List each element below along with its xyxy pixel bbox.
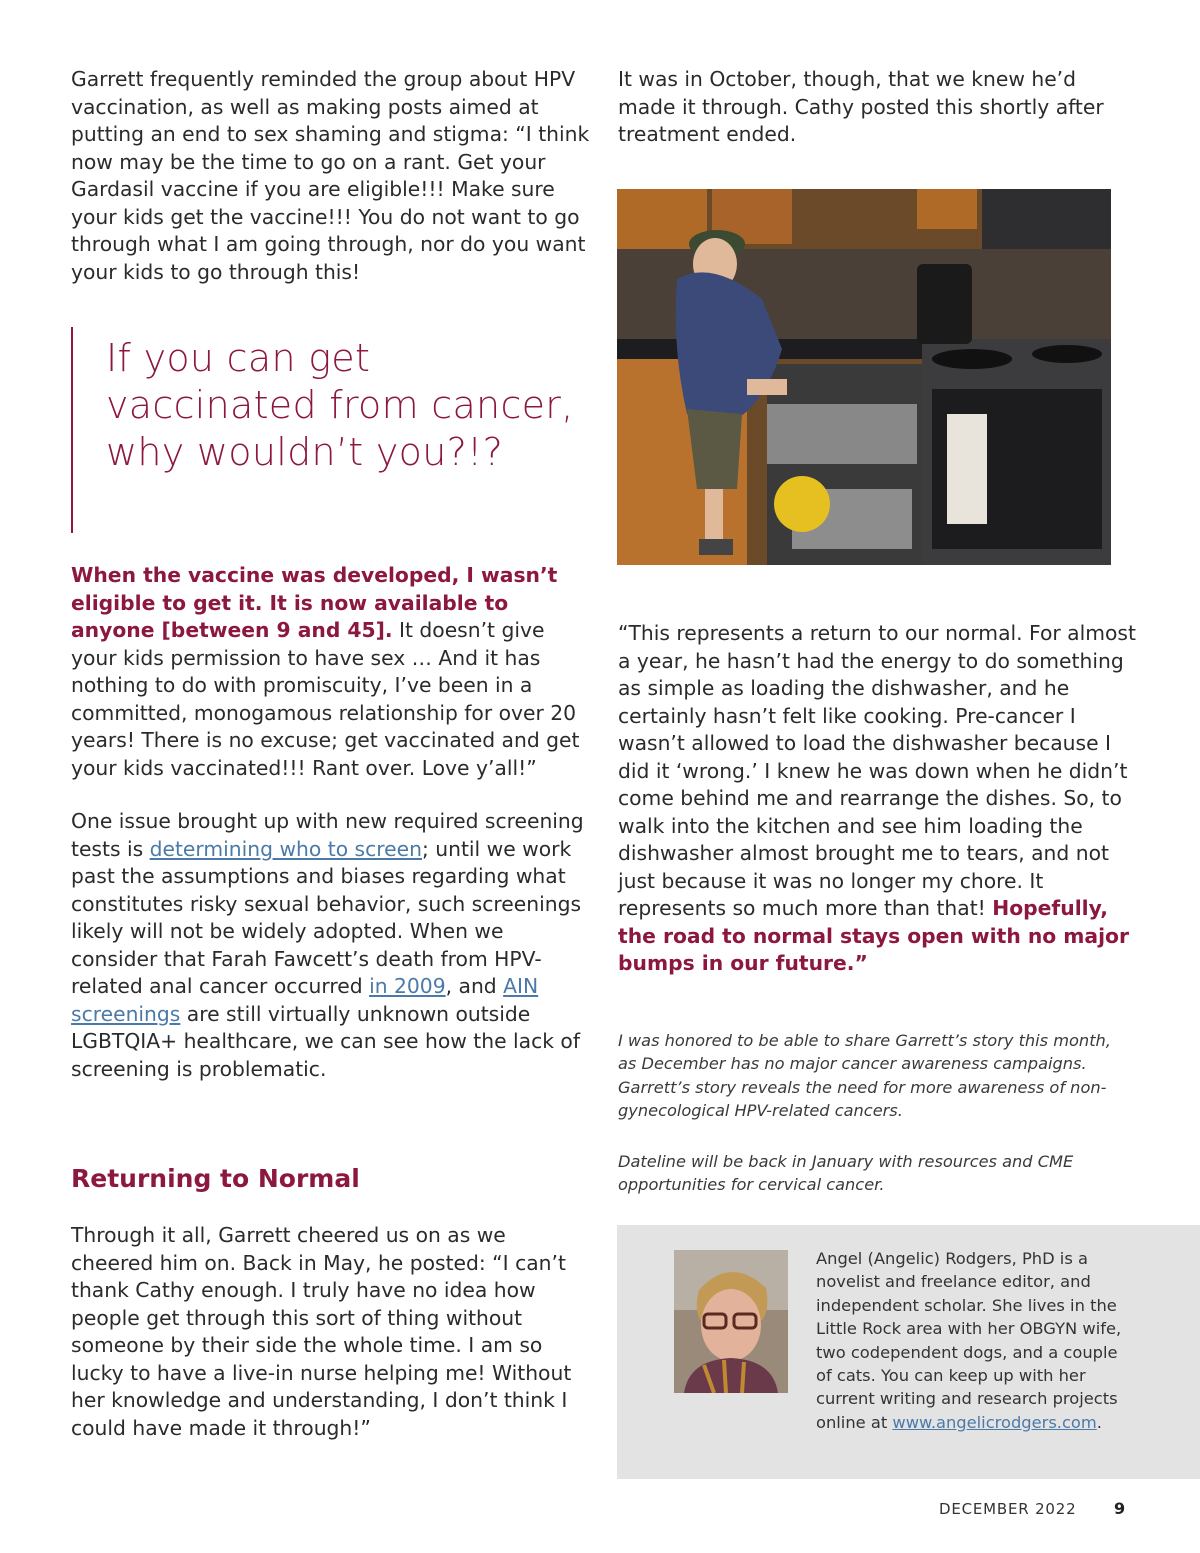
vaccine-paragraph (71, 562, 591, 782)
left-column (71, 66, 591, 286)
right-column (618, 66, 1138, 149)
cathy-quote (618, 620, 1138, 978)
screening-text-d: are still virtually unknown outside LGBTQIA+ healthcare, we can see how the lack of screening is problematic. (71, 1001, 580, 1081)
screening-text-c: , and (445, 974, 504, 998)
screening-text-b: ; until we work past the assumptions and biases regarding what constitutes risky sexual behavior, such screenings likely will not be widely adopted. When we consider that Farah Fawcett’s death from HPV-related anal cancer occurred (71, 836, 582, 998)
page-number: 9 (1114, 1499, 1126, 1518)
vaccine-text: It doesn’t give your kids permission to have sex … And it has nothing to do with promiscuity, I’ve been in a committed, monogamous relationship for over 20 years! There is no excuse; get vaccinated and get your kids vaccinated!!! Rant over. Love y’all!” (71, 618, 580, 780)
pull-quote: If you can get vaccinated from cancer, why wouldn’t you?!? (106, 336, 574, 474)
dateline-note: Dateline will be back in January with resources and CME opportunities for cervical cancer. (618, 1152, 1074, 1195)
author-bio-end: . (1096, 1412, 1102, 1432)
in-2009-link[interactable]: in 2009 (369, 974, 446, 998)
section-heading: Returning to Normal (71, 1164, 360, 1193)
screening-text-a: One issue brought up with new required screening tests is (71, 809, 584, 861)
kitchen-photo (617, 189, 1111, 565)
author-photo (674, 1250, 788, 1393)
screening-paragraph (71, 808, 591, 1083)
author-bio-text: Angel (Angelic) Rodgers, PhD is a novelist and freelance editor, and independent scholar. She lives in the Little Rock area with her OBGYN wife, two codependent dogs, and a couple of cats. You can keep up with her current writing and research projects online at (816, 1249, 1122, 1432)
determining-who-to-screen-link[interactable]: determining who to screen (149, 836, 422, 861)
issue-date: DECEMBER 2022 (939, 1500, 1077, 1518)
returning-paragraph (71, 1222, 591, 1442)
cathy-quote-text: “This represents a return to our normal. For almost a year, he hasn’t had the energy to do something as simple as loading the dishwasher, and he certainly hasn’t felt like cooking. Pre-cancer I wasn’t allowed to load the dishwasher because I did it ‘wrong.’ I knew he was down when he didn’t come behind me and rearrange the dishes. So, to walk into the kitchen and see him loading the dishwasher almost brought me to tears, and not just because it was no longer my chore. It represents so much more than that! (618, 621, 1136, 920)
returning-text: Through it all, Garrett cheered us on as we cheered him on. Back in May, he posted: “I can’t thank Cathy enough. I truly have no idea how people get through this sort of thing without someone by their side the whole time. I am so lucky to have a live-in nurse helping me! Without her knowledge and understanding, I don’t think I could have made it through!” (71, 1223, 572, 1440)
vaccine-highlight: When the vaccine was developed, I wasn’t eligible to get it. It is now available to anyone [between 9 and 45]. (71, 563, 558, 642)
ain-screenings-link[interactable]: AIN screenings (71, 974, 539, 1026)
october-paragraph: It was in October, though, that we knew he’d made it through. Cathy posted this shortly after treatment ended. (618, 67, 1104, 146)
author-note: I was honored to be able to share Garrett’s story this month, as December has no major cancer awareness campaigns. Garrett’s story reveals the need for more awareness of non-gynecological HPV-related cancers. (618, 1031, 1111, 1121)
author-bio (816, 1247, 1131, 1434)
author-website-link[interactable]: www.angelicrodgers.com (892, 1412, 1097, 1432)
cathy-quote-highlight: Hopefully, the road to normal stays open with no major bumps in our future.” (618, 896, 1129, 975)
intro-paragraph: Garrett frequently reminded the group about HPV vaccination, as well as making posts aimed at putting an end to sex shaming and stigma: “I think now may be the time to go on a rant. Get your Gardasil vaccine if you are eligible!!! Make sure your kids get the vaccine!!! You do not want to go through what I am going through, nor do you want your kids to go through this! (71, 67, 590, 284)
